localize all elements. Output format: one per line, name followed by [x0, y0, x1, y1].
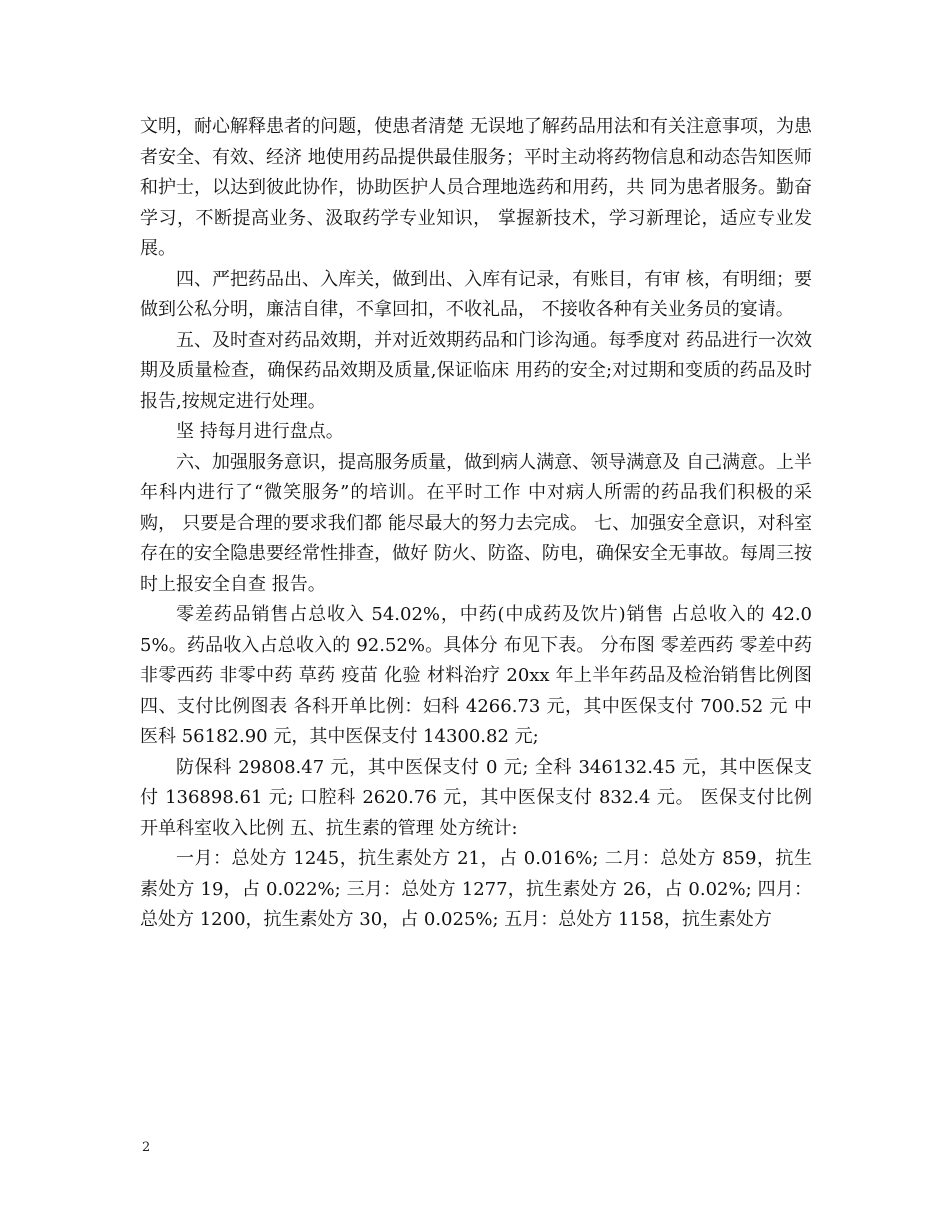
paragraph-department-payments: 防保科 29808.47 元，其中医保支付 0 元; 全科 346132.45 元，其中医保支付 136898.61 元; 口腔科 2620.76 元，其中医保支付 832.4 元。 医保支付比例 开单科室收入比例 五、抗生素的管理 处方统计: [140, 756, 818, 839]
paragraph-expiry-check: 五、及时查对药品效期，并对近效期药品和门诊沟通。每季度对 药品进行一次效期及质量检查，确保药品效期及质量,保证临床 用药的安全;对过期和变质的药品及时报告,按规定进行处理。 [140, 329, 812, 412]
document-body [140, 112, 818, 936]
paragraph-storage-control: 四、严把药品出、入库关，做到出、入库有记录，有账目，有审 核，有明细；要做到公私分明，廉洁自律，不拿回扣，不收礼品， 不接收各种有关业务员的宴请。 [140, 268, 812, 320]
page-number: 2 [142, 1140, 151, 1155]
paragraph-inventory: 坚 持每月进行盘点。 [176, 421, 344, 442]
paragraph-continuation: 文明，耐心解释患者的问题，使患者清楚 无误地了解药品用法和有关注意事项，为患者安全、有效、经济 地使用药品提供最佳服务；平时主动将药物信息和动态告知医师 和护士，以达到彼此协作，协助医护人员合理地选药和用药，共 同为患者服务。勤奋学习，不断提高业务、汲取药学专业知识， 掌握新技术，学习新理论，适应专业发展。 [140, 116, 818, 259]
paragraph-prescription-stats: 一月：总处方 1245，抗生素处方 21，占 0.016%; 二月：总处方 859，抗生素处方 19，占 0.022%; 三月：总处方 1277，抗生素处方 26，占 0.02%; 四月：总处方 1200，抗生素处方 30，占 0.025%; 五月：总处方 1158，抗生素处方 [140, 848, 812, 930]
paragraph-sales-ratio: 零差药品销售占总收入 54.02%，中药(中成药及饮片)销售 占总收入的 42.05%。药品收入占总收入的 92.52%。具体分 布见下表。 分布图 零差西药 零差中药 非零西药 非零中药 草药 疫苗 化验 材料治疗 20xx 年上半年药品及检治销售比例图 四、支付比例图表 各科开单比例：妇科 4266.73 元，其中医保支付 700.52 元 中医科 56182.90 元，其中医保支付 14300.82 元; [140, 604, 818, 747]
paragraph-service-safety: 六、加强服务意识，提高服务质量，做到病人满意、领导满意及 自己满意。上半年科内进行了“微笑服务”的培训。在平时工作 中对病人所需的药品我们积极的采购， 只要是合理的要求我们都 能尽最大的努力去完成。 七、加强安全意识，对科室存在的安全隐患要经常性排查，做好 防火、防盗、防电，确保安全无事故。每周三按时上报安全自查 报告。 [140, 451, 812, 595]
